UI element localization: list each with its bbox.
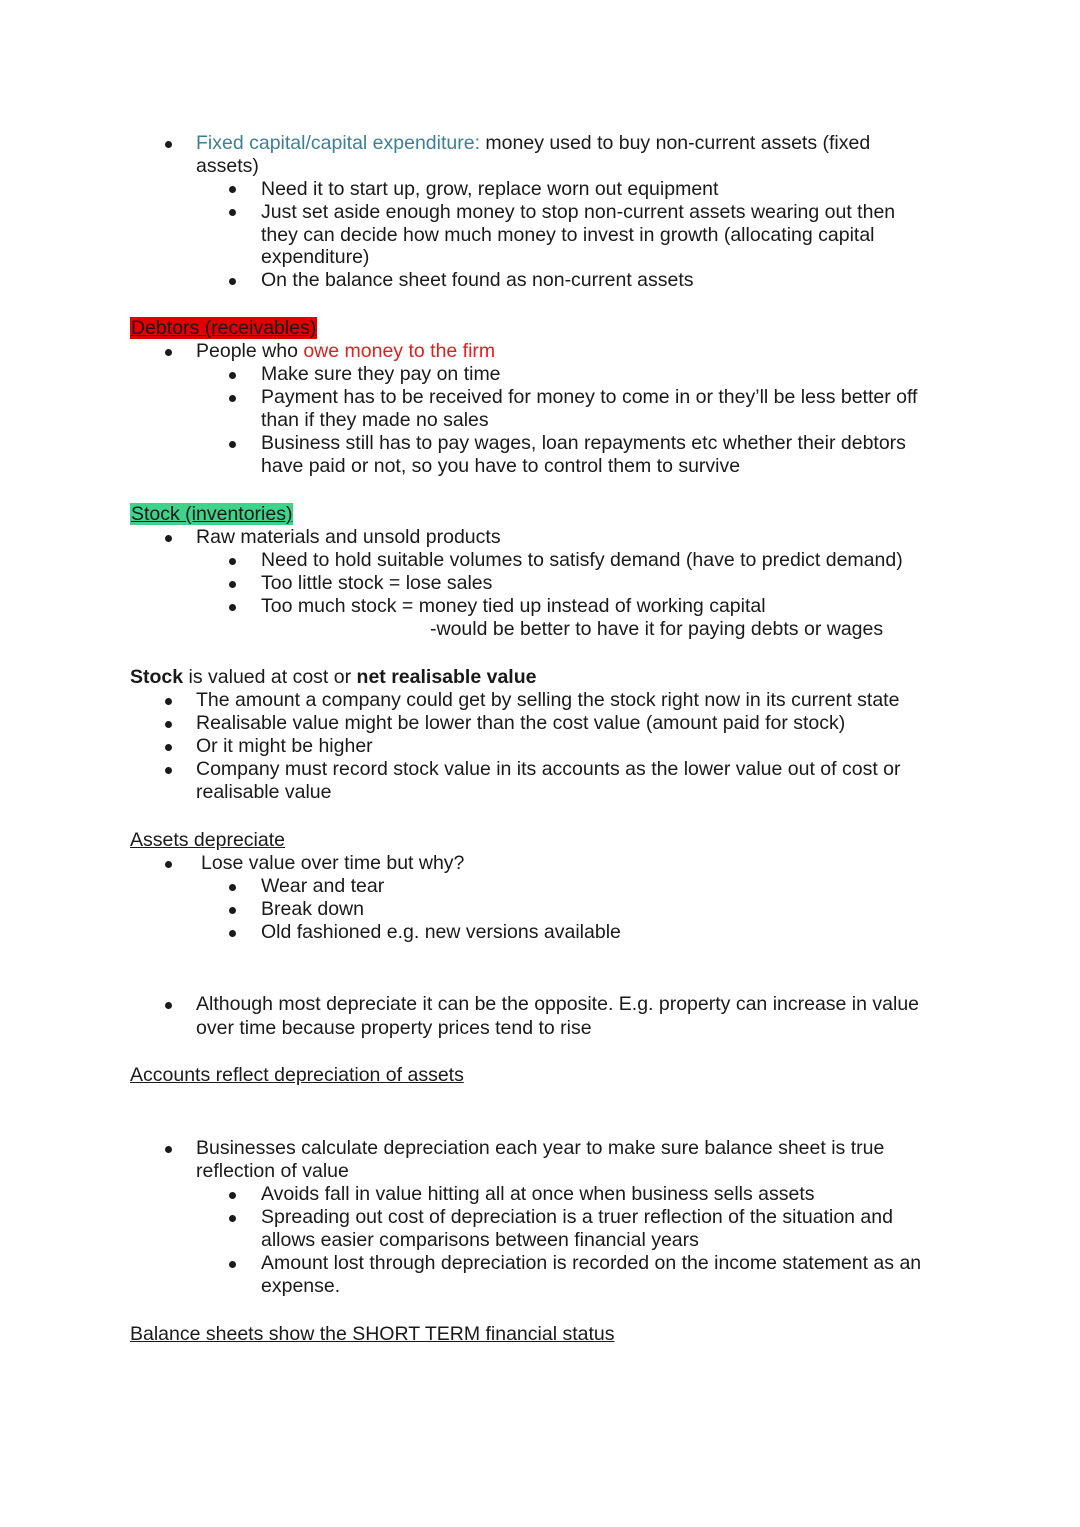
debtors-sub2-l2: than if they made no sales bbox=[261, 409, 489, 431]
bullet-icon bbox=[165, 349, 172, 356]
stock-bullet: Raw materials and unsold products bbox=[196, 526, 501, 548]
accounts-sub2-l2: allows easier comparisons between financial years bbox=[261, 1229, 699, 1251]
depreciate-sub3: Old fashioned e.g. new versions available bbox=[261, 921, 621, 943]
fixed-capital-sub2-l2: they can decide how much money to invest in growth (allocating capital bbox=[261, 224, 875, 246]
bullet-icon bbox=[229, 1192, 236, 1199]
depreciate-heading: Assets depreciate bbox=[130, 829, 286, 851]
bullet-icon bbox=[165, 861, 172, 868]
fixed-capital-sub3: On the balance sheet found as non-current assets bbox=[261, 269, 694, 291]
debtors-bullet-prefix: People who bbox=[196, 340, 304, 362]
bullet-icon bbox=[229, 930, 236, 937]
bullet-icon bbox=[229, 278, 236, 285]
bullet-icon bbox=[165, 698, 172, 705]
depreciate-bullet: Lose value over time but why? bbox=[201, 852, 465, 874]
accounts-bullet-l2: reflection of value bbox=[196, 1160, 349, 1182]
bullet-icon bbox=[165, 1146, 172, 1153]
accounts-sub2-l1: Spreading out cost of depreciation is a truer reflection of the situation and bbox=[261, 1206, 893, 1228]
valuation-b2: Realisable value might be lower than the cost value (amount paid for stock) bbox=[196, 712, 846, 734]
bullet-icon bbox=[165, 767, 172, 774]
accounts-sub3-l1: Amount lost through depreciation is recorded on the income statement as an bbox=[261, 1252, 922, 1274]
bullet-icon bbox=[229, 1261, 236, 1268]
fixed-capital-sub2-l3: expenditure) bbox=[261, 246, 370, 268]
bullet-icon bbox=[165, 1002, 172, 1009]
valuation-b1: The amount a company could get by selling the stock right now in its current state bbox=[196, 689, 900, 711]
bullet-icon bbox=[229, 372, 236, 379]
accounts-sub1: Avoids fall in value hitting all at once when business sells assets bbox=[261, 1183, 815, 1205]
debtors-sub3-l1: Business still has to pay wages, loan repayments etc whether their debtors bbox=[261, 432, 906, 454]
debtors-bullet-highlight: owe money to the firm bbox=[303, 340, 496, 362]
stock-sub3: Too much stock = money tied up instead of working capital bbox=[261, 595, 766, 617]
bullet-icon bbox=[165, 535, 172, 542]
bullet-icon bbox=[229, 604, 236, 611]
fixed-capital-line2: assets) bbox=[196, 155, 259, 177]
accounts-bullet-l1: Businesses calculate depreciation each year to make sure balance sheet is true bbox=[196, 1137, 885, 1159]
valuation-heading-mid: is valued at cost or bbox=[183, 666, 357, 688]
bullet-icon bbox=[229, 186, 236, 193]
bullet-icon bbox=[165, 141, 172, 148]
accounts-heading: Accounts reflect depreciation of assets bbox=[130, 1064, 464, 1086]
stock-heading-text: Stock (inventories) bbox=[131, 503, 293, 525]
bullet-icon bbox=[229, 884, 236, 891]
depreciate-note-l2: over time because property prices tend to rise bbox=[196, 1017, 592, 1039]
fixed-capital-sub1: Need it to start up, grow, replace worn out equipment bbox=[261, 178, 719, 200]
stock-heading bbox=[130, 503, 293, 526]
debtors-heading bbox=[130, 317, 317, 340]
valuation-heading-bold2: net realisable value bbox=[356, 666, 537, 688]
bullet-icon bbox=[165, 721, 172, 728]
bullet-icon bbox=[229, 581, 236, 588]
stock-sub1: Need to hold suitable volumes to satisfy demand (have to predict demand) bbox=[261, 549, 903, 571]
debtors-heading-text: Debtors (receivables) bbox=[131, 317, 317, 339]
bullet-icon bbox=[229, 395, 236, 402]
accounts-sub3-l2: expense. bbox=[261, 1275, 341, 1297]
bullet-icon bbox=[229, 441, 236, 448]
fixed-capital-definition: money used to buy non-current assets (fixed bbox=[480, 132, 871, 154]
fixed-capital-sub2-l1: Just set aside enough money to stop non-current assets wearing out then bbox=[261, 201, 896, 223]
bullet-icon bbox=[229, 209, 236, 216]
valuation-heading-bold1: Stock bbox=[130, 666, 184, 688]
debtors-sub3-l2: have paid or not, so you have to control them to survive bbox=[261, 455, 741, 477]
debtors-sub2-l1: Payment has to be received for money to come in or they’ll be less better off bbox=[261, 386, 918, 408]
depreciate-note-l1: Although most depreciate it can be the opposite. E.g. property can increase in value bbox=[196, 993, 920, 1015]
depreciate-sub1: Wear and tear bbox=[261, 875, 385, 897]
depreciate-sub2: Break down bbox=[261, 898, 364, 920]
fixed-capital-term: Fixed capital/capital expenditure: bbox=[196, 132, 480, 154]
stock-sub3-cont: -would be better to have it for paying debts or wages bbox=[430, 618, 884, 640]
valuation-b3: Or it might be higher bbox=[196, 735, 373, 757]
debtors-bullet bbox=[196, 340, 495, 363]
bullet-icon bbox=[165, 744, 172, 751]
bullet-icon bbox=[229, 558, 236, 565]
bullet-icon bbox=[229, 907, 236, 914]
valuation-b4-l1: Company must record stock value in its accounts as the lower value out of cost or bbox=[196, 758, 901, 780]
valuation-b4-l2: realisable value bbox=[196, 781, 332, 803]
fixed-capital-line1 bbox=[196, 132, 870, 155]
stock-sub2: Too little stock = lose sales bbox=[261, 572, 493, 594]
balance-heading: Balance sheets show the SHORT TERM financial status bbox=[130, 1323, 615, 1345]
bullet-icon bbox=[229, 1215, 236, 1222]
valuation-heading bbox=[130, 666, 536, 689]
debtors-sub1: Make sure they pay on time bbox=[261, 363, 501, 385]
